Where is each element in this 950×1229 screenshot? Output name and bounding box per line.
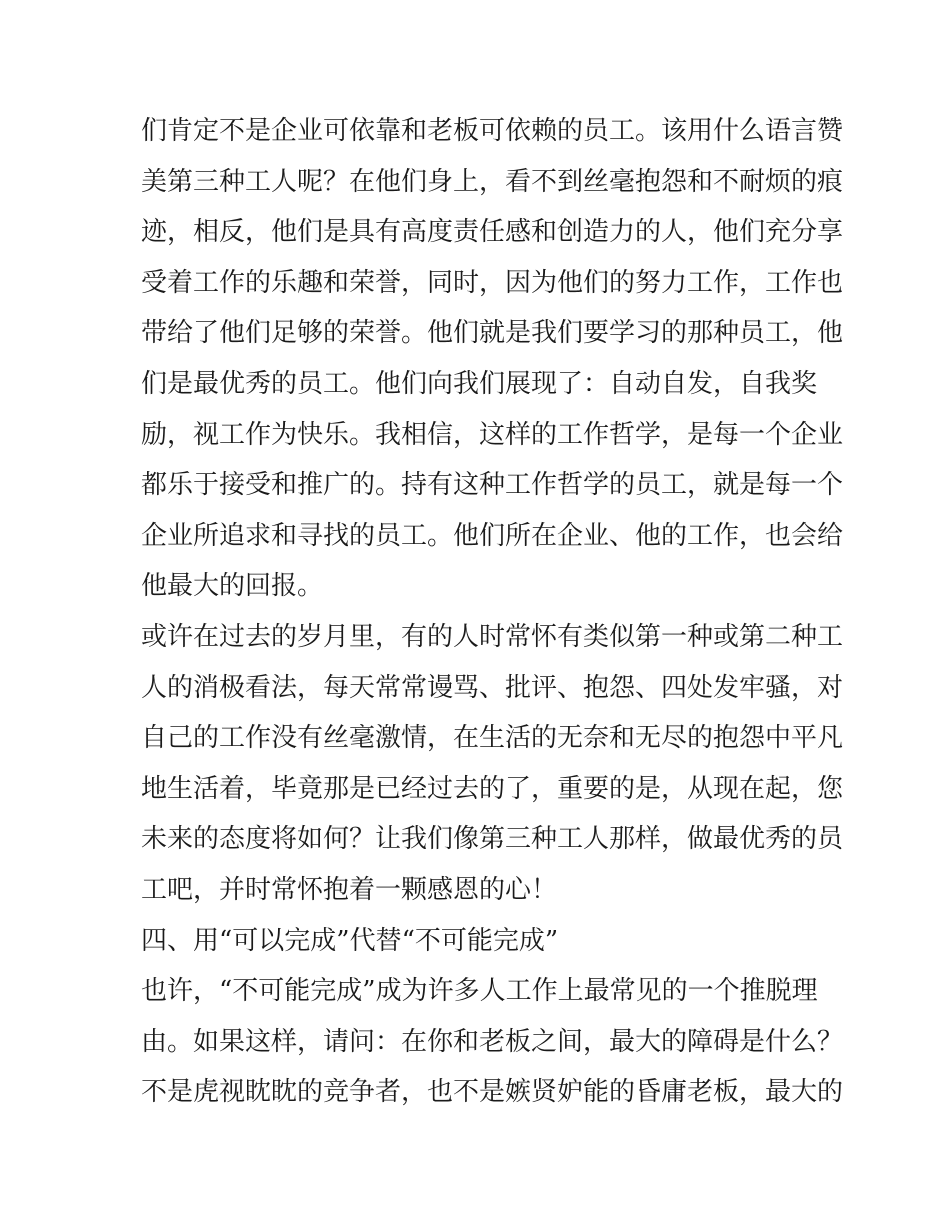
text-line: 企业所追求和寻找的员工。他们所在企业、他的工作，也会给 [141, 520, 844, 551]
text-line: 由。如果这样，请问：在你和老板之间，最大的障碍是什么？ [141, 1026, 844, 1057]
text-line: 们是最优秀的员工。他们向我们展现了：自动自发，自我奖 [141, 368, 818, 399]
text-line: 都乐于接受和推广的。持有这种工作哲学的员工，就是每一个 [141, 470, 844, 501]
text-line: 地生活着，毕竟那是已经过去的了，重要的是，从现在起，您 [141, 773, 844, 804]
text-line: 未来的态度将如何？让我们像第三种工人那样，做最优秀的员 [141, 824, 844, 855]
text-line: 们肯定不是企业可依靠和老板可依赖的员工。该用什么语言赞 [141, 116, 844, 146]
text-line: 励，视工作为快乐。我相信，这样的工作哲学，是每一个企业 [141, 419, 844, 450]
text-line: 带给了他们足够的荣誉。他们就是我们要学习的那种员工，他 [141, 318, 844, 349]
text-line: 美第三种工人呢？在他们身上，看不到丝毫抱怨和不耐烦的痕 [141, 166, 844, 197]
text-line: 受着工作的乐趣和荣誉，同时，因为他们的努力工作，工作也 [141, 267, 844, 298]
text-line: 工吧，并时常怀抱着一颗感恩的心！ [141, 874, 558, 905]
text-line: 也许，“不可能完成”成为许多人工作上最常见的一个推脱理 [141, 976, 818, 1007]
body-text [141, 106, 844, 1118]
text-line: 人的消极看法，每天常常谩骂、批评、抱怨、四处发牢骚，对 [141, 672, 844, 703]
text-line: 迹，相反，他们是具有高度责任感和创造力的人，他们充分享 [141, 217, 844, 248]
text-line: 不是虎视眈眈的竞争者，也不是嫉贤妒能的昏庸老板，最大的 [141, 1077, 844, 1108]
section-heading: 四、用“可以完成”代替“不可能完成” [141, 925, 559, 956]
text-line: 他最大的回报。 [141, 571, 324, 602]
text-line: 自己的工作没有丝毫激情，在生活的无奈和无尽的抱怨中平凡 [141, 723, 844, 754]
text-line: 或许在过去的岁月里，有的人时常怀有类似第一种或第二种工 [141, 621, 844, 652]
